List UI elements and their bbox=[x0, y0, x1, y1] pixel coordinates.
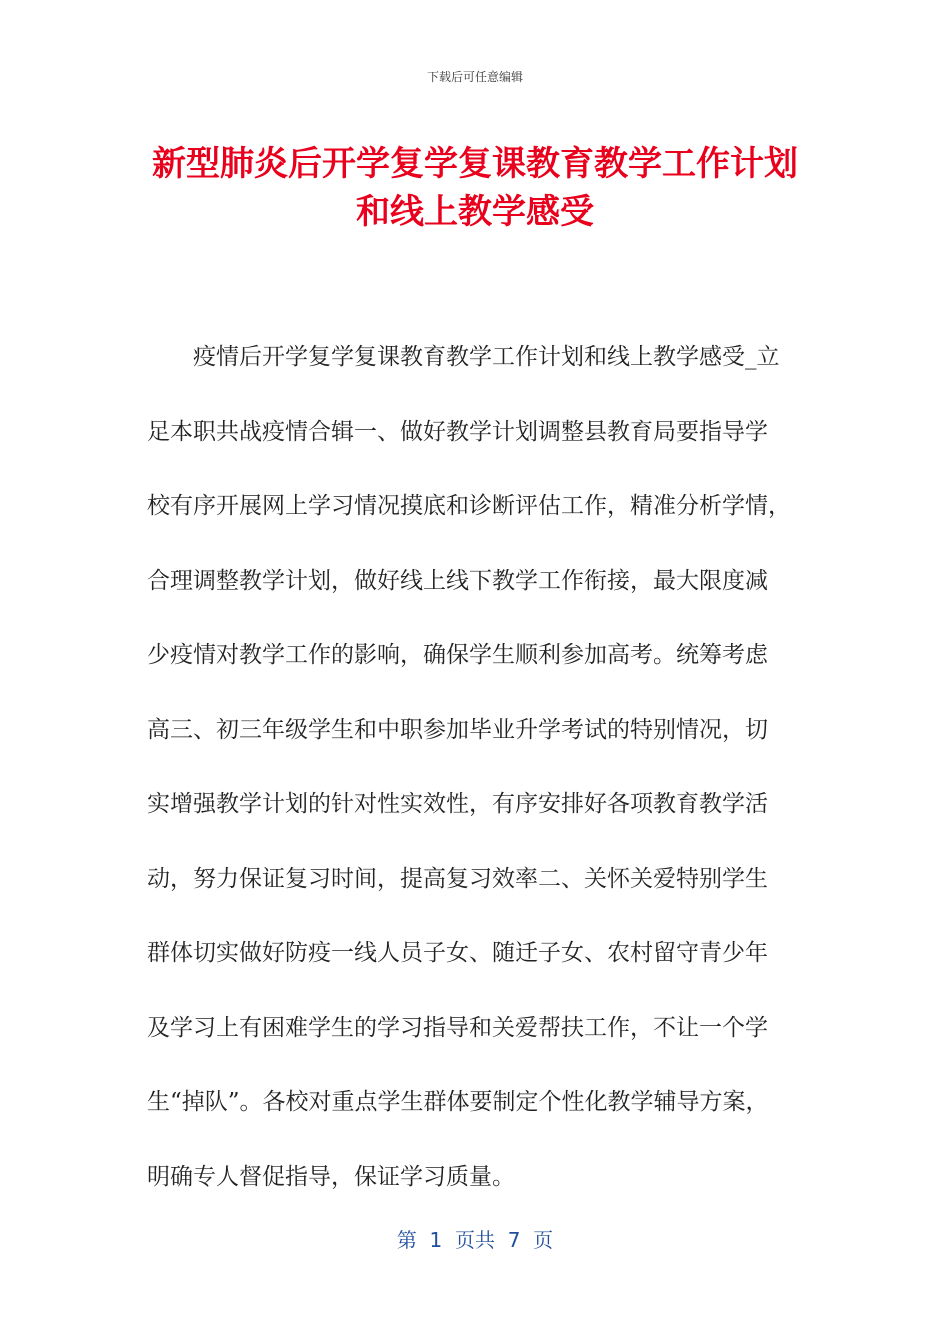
body-line: 校有序开展网上学习情况摸底和诊断评估工作，精准分析学情， bbox=[147, 493, 791, 519]
document-title bbox=[120, 140, 830, 236]
body-line: 高三、初三年级学生和中职参加毕业升学考试的特别情况，切 bbox=[147, 716, 768, 743]
body-line: 群体切实做好防疫一线人员子女、随迁子女、农村留守青少年 bbox=[147, 940, 768, 966]
body-line: 实增强教学计划的针对性实效性，有序安排好各项教育教学活 bbox=[147, 791, 768, 817]
body-line: 少疫情对教学工作的影响，确保学生顺利参加高考。统筹考虑 bbox=[147, 642, 768, 668]
body-line: 足本职共战疫情合辑一、做好教学计划调整县教育局要指导学 bbox=[147, 418, 768, 445]
body-line: 合理调整教学计划，做好线上线下教学工作衔接，最大限度减 bbox=[147, 567, 768, 594]
header-note: 下载后可任意编辑 bbox=[426, 70, 523, 84]
title-line-1: 新型肺炎后开学复学复课教育教学工作计划 bbox=[152, 144, 798, 184]
body-line: 动，努力保证复习时间，提高复习效率二、关怀关爱特别学生 bbox=[147, 865, 768, 892]
body-line: 明确专人督促指导，保证学习质量。 bbox=[147, 1163, 515, 1190]
body-line: 及学习上有困难学生的学习指导和关爱帮扶工作，不让一个学 bbox=[147, 1014, 768, 1041]
body-line: 疫情后开学复学复课教育教学工作计划和线上教学感受_立 bbox=[193, 344, 780, 370]
body-line: 生“掉队”。各校对重点学生群体要制定个性化教学辅导方案， bbox=[147, 1089, 769, 1115]
title-line-2: 和线上教学感受 bbox=[356, 192, 594, 232]
page-number-footer: 第 1 页共 7 页 bbox=[396, 1228, 554, 1252]
body-text bbox=[147, 320, 807, 1214]
